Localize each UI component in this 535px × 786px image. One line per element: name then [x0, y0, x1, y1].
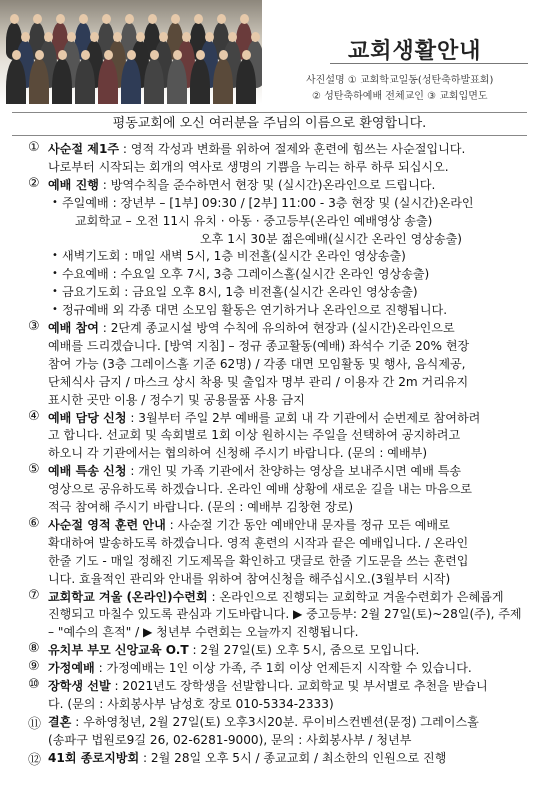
photo-face [196, 50, 205, 60]
photo-face [240, 14, 249, 24]
photo-face [12, 50, 21, 60]
worship-schedule-line: 금요기도회 : 금요일 오후 8시, 1층 비전홀(실시간 온라인 영상송출) [62, 285, 418, 300]
photo-face [125, 14, 134, 24]
photo-face [10, 14, 19, 24]
photo-face [102, 14, 111, 24]
photo-face [127, 50, 136, 60]
announcement-line [48, 462, 461, 480]
item-number: ② [28, 175, 40, 191]
announcement-title: 예배 담당 신청 [48, 410, 127, 425]
photo-face [113, 32, 122, 42]
photo-face [33, 14, 42, 24]
bullet-icon: • [52, 286, 58, 298]
announcement-line [48, 713, 479, 731]
photo-face [56, 14, 65, 24]
continuation-line: 교회학교 – 오전 11시 유치 · 아동 · 중고등부(온라인 예배영상 송출) [75, 213, 433, 228]
photo-face [67, 32, 76, 42]
worship-schedule-line: 수요예배 : 수요일 오후 7시, 3층 그레이스홀(실시간 온라인 영상송출) [62, 267, 430, 282]
continuation-line: 하오니 각 기관에서는 협의하여 신청해 주시기 바랍니다. (문의 : 예배부) [48, 446, 428, 461]
item-number: ④ [28, 408, 40, 424]
photo-face [217, 14, 226, 24]
bulletin-header [0, 0, 535, 108]
photo-face [205, 32, 214, 42]
announcement-text: : 우하영청년, 2월 27일(토) 오후3시20분. 루이비스컨벤션(문정) 그레이스홀 [71, 714, 479, 729]
announcement-text: : 방역수칙을 준수하면서 현장 및 (실시간)온라인으로 드립니다. [98, 177, 436, 192]
continuation-line: 진행되고 마칠수 있도록 관심과 기도바랍니다. ▶ 중고등부: 2월 27일(토)~28일(주), 주제 [48, 607, 522, 622]
item-number: ⑦ [28, 587, 40, 603]
continuation-line: 한줄 기도 - 매일 정해진 기도제목을 확인하고 댓글로 한줄 기도문을 쓰는 훈련입 [48, 553, 469, 568]
announcement-line [48, 588, 504, 606]
announcement-line [48, 176, 435, 194]
item-number: ⑧ [28, 641, 40, 657]
announcement-line [48, 516, 450, 534]
item-number: ⑤ [28, 462, 40, 478]
announcement-text: : 2월 27일(토) 오후 5시, 줌으로 모입니다. [188, 643, 420, 658]
item-number: ⑫ [28, 752, 42, 768]
photo-face [58, 50, 67, 60]
continuation-line: 표시한 곳만 이용 / 정수기 및 공용물품 사용 금지 [48, 392, 305, 407]
photo-face [251, 32, 260, 42]
photo-face [219, 50, 228, 60]
announcement-title: 유치부 부모 신앙교육 O.T [48, 643, 189, 658]
continuation-line: 확대하여 발송하도록 하겠습니다. 영적 훈련의 시작과 끝은 예배입니다. / 온라인 [48, 535, 469, 550]
photo-face [136, 32, 145, 42]
announcement-text: : 영적 각성과 변화를 위하여 절제와 훈련에 힘쓰는 사순절입니다. [119, 142, 466, 156]
announcement-text: : 가정예배는 1인 이상 가족, 주 1회 이상 언제든지 시작할 수 있습니다. [94, 661, 472, 676]
announcement-title: 결혼 [48, 714, 72, 729]
announcement-text: : 2단계 종교시설 방역 수칙에 유의하여 현장과 (실시간)온라인으로 [98, 321, 455, 335]
photo-face [81, 50, 90, 60]
photo-caption-line-1: 사진설명 ① 교회학교일동(성탄축하발표회) [306, 75, 494, 86]
item-number: ⑩ [28, 677, 40, 692]
announcement-text: : 2월 28일 오후 5시 / 종교교회 / 최소한의 인원으로 진행 [139, 750, 447, 765]
photo-face [148, 14, 157, 24]
photo-face [159, 32, 168, 42]
announcement-line [48, 749, 446, 767]
item-number: ⑥ [28, 515, 40, 531]
announcement-title: 교회학교 겨울 (온라인)수련회 [48, 589, 208, 604]
photo-face [173, 50, 182, 60]
announcement-title: 예배 참여 [48, 321, 99, 335]
photo-face [171, 14, 180, 24]
page-title: 교회생활안내 [348, 39, 482, 64]
continuation-line: 적극 참여해 주시기 바랍니다. (문의 : 예배부 김창현 장로) [48, 500, 354, 514]
announcement-title: 예배 진행 [48, 177, 99, 192]
announcement-title: 사순절 영적 훈련 안내 [48, 517, 166, 532]
continuation-line: (송파구 법원로9길 26, 02-6281-9000), 문의 : 사회봉사부 / 청년부 [48, 732, 412, 747]
photo-face [228, 32, 237, 42]
photo-face [90, 32, 99, 42]
bullet-icon: • [52, 250, 58, 262]
continuation-line: – "예수의 흔적" / ▶ 청년부 수련회는 오늘까지 진행됩니다. [48, 625, 359, 640]
item-number: ⑪ [28, 716, 42, 732]
announcement-title: 가정예배 [48, 661, 95, 676]
announcement-text: : 개인 및 가족 기관에서 찬양하는 영상을 보내주시면 예배 특송 [126, 464, 462, 479]
worship-schedule-line: 정규예배 외 각종 대면 소모임 활동은 연기하거나 온라인으로 진행됩니다. [62, 303, 448, 318]
photo-face [182, 32, 191, 42]
worship-schedule-line: 새벽기도회 : 매일 새벽 5시, 1층 비전홀(실시간 온라인 영상송출) [62, 249, 406, 264]
photo-face [21, 32, 30, 42]
announcement-title: 41회 종로지방회 [48, 750, 140, 765]
worship-schedule-line: 주일예배 : 장년부 – [1부] 09:30 / [2부] 11:00 - 3층 현장 및 (실시간)온라인 [62, 195, 474, 210]
announcement-line [48, 319, 455, 337]
announcement-text: : 2021년도 장학생을 선발합니다. 교회학교 및 부서별로 추천을 받습니 [110, 679, 488, 693]
group-photo [0, 0, 262, 104]
bullet-icon: • [52, 196, 58, 208]
continuation-line: 영상으로 공유하도록 하겠습니다. 온라인 예배 상황에 새로운 길을 내는 마음으로 [48, 482, 472, 497]
continuation-line: 오후 1시 30분 젊은예배(실시간 온라인 영상송출) [200, 231, 463, 246]
bullet-icon: • [52, 268, 58, 280]
announcement-text: : 3월부터 주일 2부 예배를 교회 내 각 기관에서 순번제로 참여하려 [126, 410, 481, 425]
title-divider [330, 63, 528, 64]
continuation-line: 예배를 드리겠습니다. [방역 지침] – 정규 종교활동(예배) 좌석수 기준 20% 현장 [48, 338, 470, 353]
photo-face [242, 50, 251, 60]
photo-face [44, 32, 53, 42]
item-number: ① [28, 140, 40, 155]
continuation-line: 니다. 효율적인 관리와 안내를 위하여 참여신청을 해주십시오.(3월부터 시작) [48, 571, 451, 586]
announcement-line [48, 641, 419, 659]
announcement-text: : 온라인으로 진행되는 교회학교 겨울수련회가 은혜롭게 [207, 589, 504, 604]
bullet-icon: • [52, 304, 58, 316]
photo-face [35, 50, 44, 60]
announcement-line [48, 409, 480, 427]
photo-face [79, 14, 88, 24]
announcement-line [48, 659, 472, 677]
continuation-line: 단체식사 금지 / 마스크 상시 착용 및 출입자 명부 관리 / 이용자 간 2m 거리유지 [48, 374, 469, 389]
announcement-line [48, 140, 465, 158]
item-number: ⑨ [28, 659, 40, 675]
photo-caption-line-2: ② 성탄축하예배 전체교인 ③ 교회입면도 [312, 91, 488, 102]
photo-face [194, 14, 203, 24]
welcome-banner: 평동교회에 오신 여러분을 주님의 이름으로 환영합니다. [12, 112, 527, 136]
continuation-line: 다. (문의 : 사회봉사부 남성호 장로 010-5334-2333) [48, 696, 334, 711]
announcement-title: 장학생 선발 [48, 679, 111, 693]
announcement-title: 예배 특송 신청 [48, 464, 127, 479]
continuation-line: 고 합니다. 선교회 및 속회별로 1회 이상 원하시는 주일을 선택하여 공지하려고 [48, 428, 461, 443]
announcement-text: : 사순절 기간 동안 예배안내 문자를 정규 모든 예배로 [165, 517, 450, 532]
announcement-line [48, 677, 488, 695]
announcement-title: 사순절 제1주 [48, 142, 120, 156]
photo-face [150, 50, 159, 60]
photo-face [104, 50, 113, 60]
continuation-line: 참여 가능 (3층 그레이스홀 기준 62명) / 각종 대면 모임활동 및 행사, 음식제공, [48, 356, 466, 371]
continuation-line: 나로부터 시작되는 회개의 역사로 생명의 기쁨을 누리는 하루 하루 되십시오. [48, 159, 449, 174]
item-number: ③ [28, 319, 40, 334]
